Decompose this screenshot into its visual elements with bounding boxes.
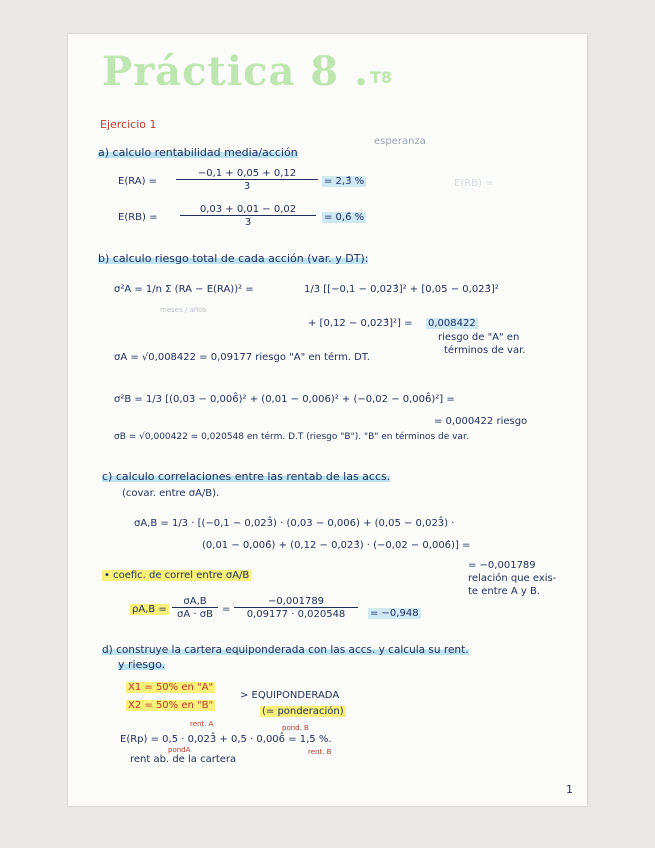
equiponderada-label: > EQUIPONDERADA [240,690,340,701]
erp-note: rent ab. de la cartera [130,754,237,765]
erb-lhs: E(RB) = [118,212,158,223]
cov-line-2: (0,01 − 0,006̂) + (0,12 − 0,023̂) · (−0,02 − 0,006̂)] = [202,540,471,551]
era-lhs: E(RA) = [118,176,158,187]
rho-denominator-2: 0,09177 · 0,020548 [246,609,346,620]
small-note: meses / años [160,306,207,314]
rho-result: = −0,948 [370,608,419,619]
var-a-line1: 1/3 [[−0,1 − 0,023̂]² + [0,05 − 0,023̂]² [304,284,499,295]
var-a-note-2: términos de var. [444,345,526,356]
var-a-lhs: σ²A = 1/n Σ (RA − E(RA))² = [114,284,254,295]
rho-denominator-1: σA · σB [177,609,213,620]
section-a-heading: a) calculo rentabilidad media/acción [98,146,298,159]
faint-mark: E(RB) = [454,178,494,189]
section-d-heading-2: y riesgo. [118,658,166,671]
era-denominator: 3 [243,181,251,192]
section-d-heading-1: d) construye la cartera equiponderada con las accs. y calcula su rent. [102,644,469,656]
rent-a-note: rent. A [190,720,214,728]
rho-fraction-2 [234,596,358,620]
var-a-line2: + [0,12 − 0,023̂]²] = [308,318,413,329]
section-c-heading: c) calculo correlaciones entre las rentab de las accs. [102,470,391,483]
section-b-heading: b) calculo riesgo total de cada acción (var. y DT): [98,252,369,265]
dt-b: σB = √0,000422 = 0,020548 en térm. D.T (riesgo "B"). "B" en términos de var. [114,432,469,442]
x2-weight: X2 = 50% en "B" [128,700,214,711]
erb-fraction [180,204,316,228]
era-numerator: −0,1 + 0,05 + 0,12 [176,168,318,180]
rho-numerator-2: −0,001789 [234,596,358,608]
cov-line-1: σA,B = 1/3 · [(−0,1 − 0,023̂) · (0,03 − 0,006) + (0,05 − 0,023̂) · [134,518,455,529]
cov-result: = −0,001789 [468,560,536,571]
erb-numerator: 0,03 + 0,01 − 0,02 [180,204,316,216]
var-b-result: = 0,000422 riesgo [434,416,528,427]
var-a-result: 0,008422 [428,318,476,329]
rho-numerator-1: σA,B [172,596,218,608]
coef-label: • coefic. de correl entre σA/B [104,570,250,581]
section-c-sub: (covar. entre σA/B). [122,488,220,499]
dt-a: σA = √0,008422 = 0,09177 riesgo "A" en térm. DT. [114,352,370,363]
var-a-note-1: riesgo de "A" en [438,332,520,343]
erb-denominator: 3 [244,217,252,228]
era-fraction [176,168,318,192]
era-result: = 2,3̂ % [324,176,365,187]
exercise-label: Ejercicio 1 [100,118,157,131]
cov-note-1: relación que exis- [468,573,557,584]
x1-weight: X1 = 50% en "A" [128,682,214,693]
var-b: σ²B = 1/3 [(0,03 − 0,006̂)² + (0,01 − 0,006)² + (−0,02 − 0,006̂)²] = [114,394,455,405]
pond-b-note: pond. B [282,724,309,732]
ponderacion-label: (= ponderación) [262,706,344,717]
page-title: Práctica 8 . [102,48,369,95]
rho-equals: = [222,604,231,615]
pond-a-note: pondA [168,746,191,754]
erp-formula: E(Rp) = 0,5 · 0,023̂ + 0,5 · 0,006̂ = 1,5 %. [120,734,332,745]
page-title-topic: T8 [370,68,393,87]
notebook-page [68,34,587,806]
erb-result: = 0,6̂ % [324,212,365,223]
rent-b-note: rent. B [308,748,332,756]
esperanza-note: esperanza [374,136,426,147]
page-number: 1 [566,783,573,796]
rho-fraction-1 [172,596,218,620]
rho-lhs: ρA,B = [132,604,167,615]
cov-note-2: te entre A y B. [468,586,541,597]
